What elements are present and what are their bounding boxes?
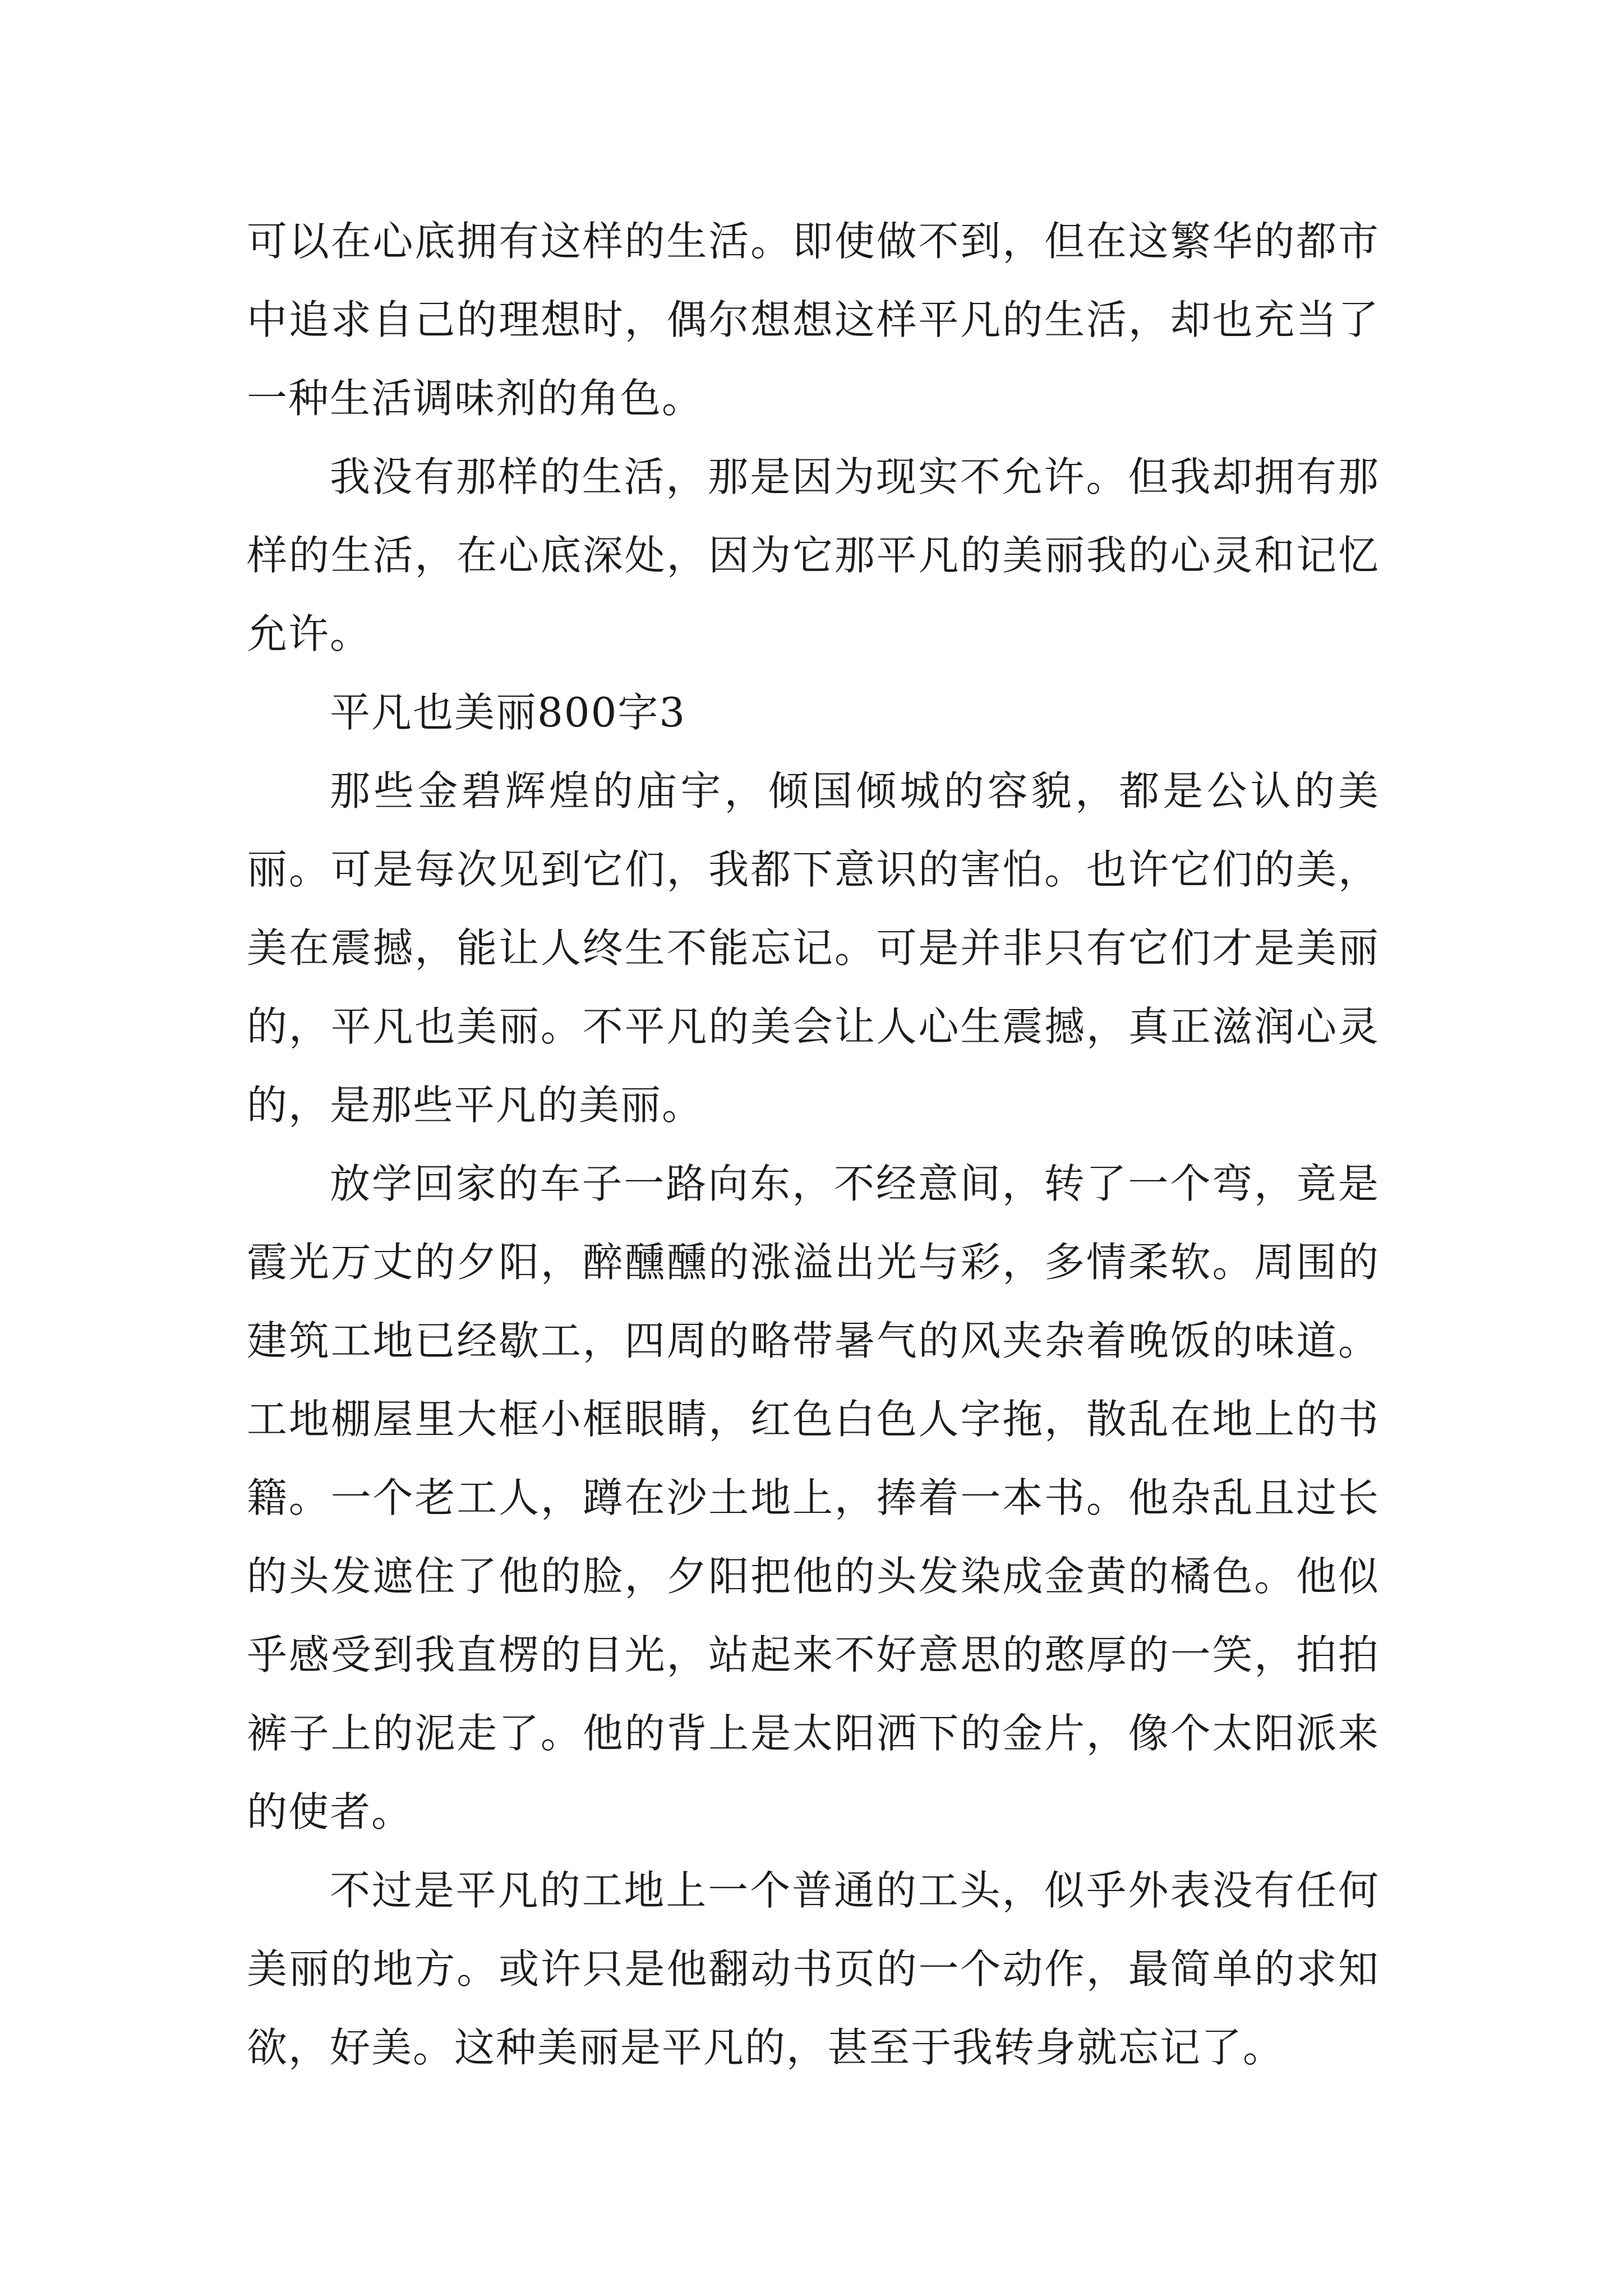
article-body	[247, 202, 1380, 2087]
paragraph-continuation: 可以在心底拥有这样的生活。即使做不到，但在这繁华的都市中追求自己的理想时，偶尔想想这样平凡的生活，却也充当了一种生活调味剂的角色。	[247, 218, 1380, 422]
section-heading: 平凡也美丽800字3	[330, 689, 686, 736]
paragraph: 我没有那样的生活，那是因为现实不允许。但我却拥有那样的生活，在心底深处，因为它那平凡的美丽我的心灵和记忆允许。	[247, 453, 1380, 657]
paragraph: 不过是平凡的工地上一个普通的工头，似乎外表没有任何美丽的地方。或许只是他翻动书页的一个动作，最简单的求知欲，好美。这种美丽是平凡的，甚至于我转身就忘记了。	[247, 1867, 1380, 2071]
paragraph: 放学回家的车子一路向东，不经意间，转了一个弯，竟是霞光万丈的夕阳，醉醺醺的涨溢出光与彩，多情柔软。周围的建筑工地已经歇工，四周的略带暑气的风夹杂着晚饭的味道。工地棚屋里大框小框眼睛，红色白色人字拖，散乱在地上的书籍。一个老工人，蹲在沙土地上，捧着一本书。他杂乱且过长的头发遮住了他的脸，夕阳把他的头发染成金黄的橘色。他似乎感受到我直楞的目光，站起来不好意思的憨厚的一笑，拍拍裤子上的泥走了。他的背上是太阳洒下的金片，像个太阳派来的使者。	[247, 1160, 1380, 1835]
paragraph: 那些金碧辉煌的庙宇，倾国倾城的容貌，都是公认的美丽。可是每次见到它们，我都下意识的害怕。也许它们的美，美在震撼，能让人终生不能忘记。可是并非只有它们才是美丽的，平凡也美丽。不平凡的美会让人心生震撼，真正滋润心灵的，是那些平凡的美丽。	[247, 767, 1380, 1129]
